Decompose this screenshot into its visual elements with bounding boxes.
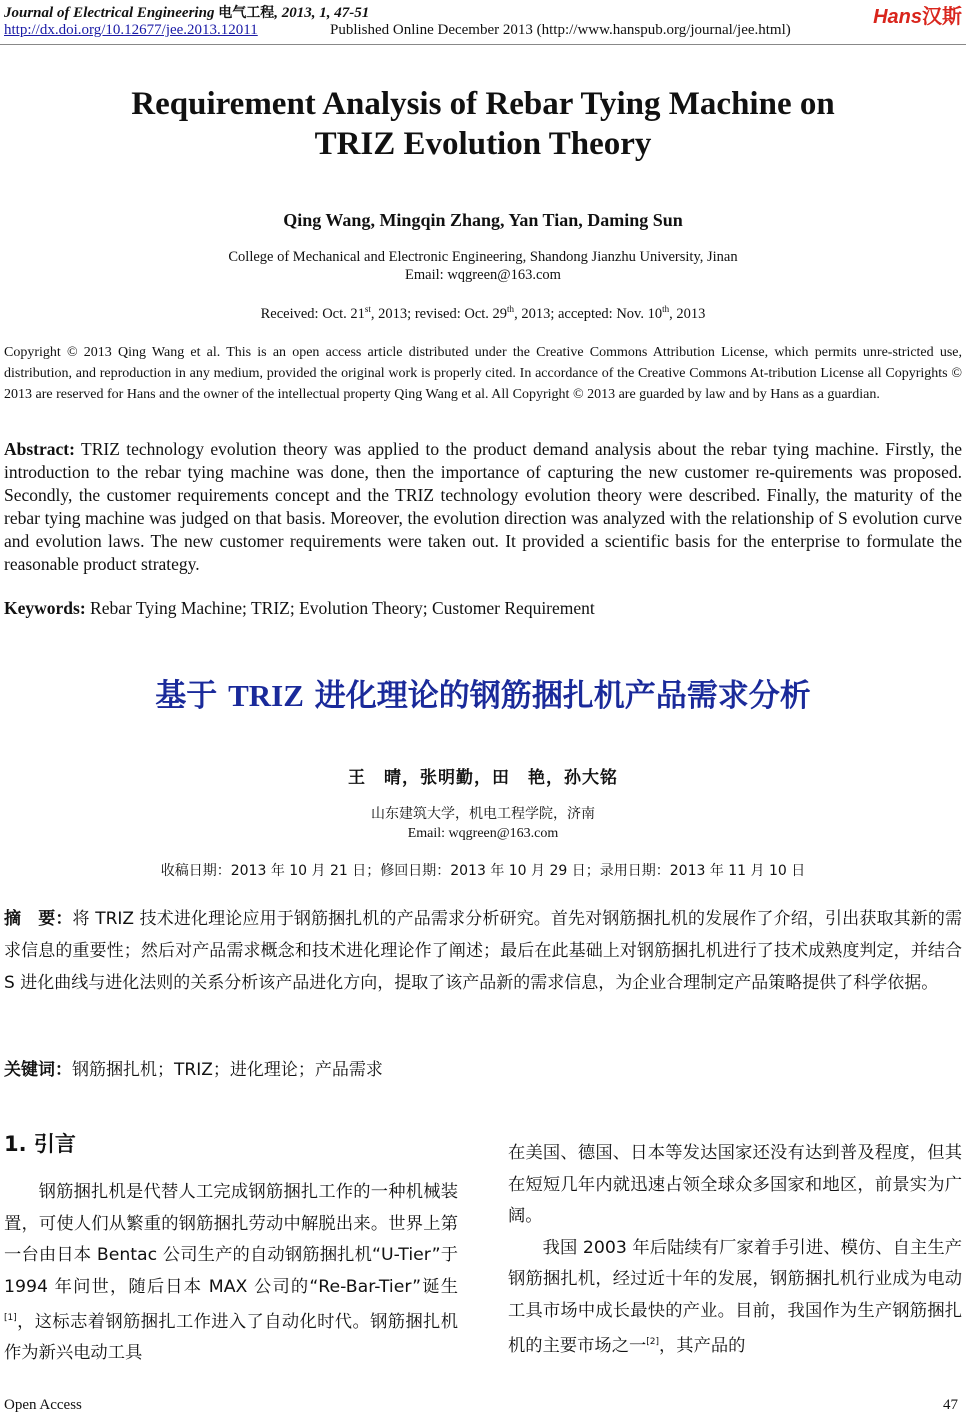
affiliation-cn	[0, 804, 966, 844]
revised-date: , 2013; revised: Oct. 29	[370, 305, 508, 322]
keywords-label-en: Keywords:	[4, 598, 86, 618]
received-date: Received: Oct. 21	[260, 305, 365, 322]
journal-volume: , 2013, 1, 47-51	[274, 5, 370, 21]
title-cn-post: 进化理论的钢筋捆扎机产品需求分析	[303, 678, 811, 714]
footer-open-access: Open Access	[4, 1397, 82, 1413]
paper-title-en	[0, 84, 966, 164]
dates-end: , 2013	[669, 305, 706, 322]
email-en: Email: wqgreen@163.com	[405, 267, 561, 283]
logo-text-en: Hans	[873, 6, 922, 28]
revised-sup: th	[507, 304, 515, 314]
journal-name: Journal of Electrical Engineering	[4, 5, 215, 21]
right-paragraph-2a: 我国 2003 年后陆续有厂家着手引进、模仿、自主生产钢筋捆扎机，经过近十年的发展，钢筋捆扎机行业成为电动工具市场中成长最快的产业。目前，我国作为生产钢筋捆扎机的主要市场之一	[508, 1237, 962, 1356]
dates-cn: 收稿日期：2013 年 10 月 21 日；修回日期：2013 年 10 月 29 日；录用日期：2013 年 11 月 10 日	[160, 863, 806, 879]
affiliation-cn-text: 山东建筑大学，机电工程学院，济南	[371, 806, 595, 822]
doi-link[interactable]: http://dx.doi.org/10.12677/jee.2013.12011	[4, 22, 258, 38]
abstract-label-cn: 摘 要：	[4, 909, 73, 929]
authors-en: Qing Wang, Mingqin Zhang, Yan Tian, Daming Sun	[283, 210, 683, 230]
journal-name-cn: 电气工程	[218, 5, 275, 21]
body-column-left	[4, 1177, 458, 1370]
section-heading: 1. 引言	[4, 1132, 76, 1156]
logo-text-cn: 汉斯	[922, 4, 962, 28]
keywords-label-cn: 关键词：	[4, 1060, 72, 1080]
citation-ref-2[interactable]: [2]	[646, 1337, 660, 1347]
accepted-date: , 2013; accepted: Nov. 10	[514, 305, 663, 322]
left-paragraph-b: ，这标志着钢筋捆扎工作进入了自动化时代。钢筋捆扎机作为新兴电动工具	[4, 1311, 458, 1364]
copyright-notice: Copyright © 2013 Qing Wang et al. This is an open access article distributed under the Creative Commons Attribution License, which permits unre-stricted use, distribution, and reproduction in any medium, provided the original work is properly cited. In accordance of the Creative Commons At-tribution License all Copyrights © 2013 are reserved for Hans and the owner of the intellectual property Qing Wang et al. All Copyright © 2013 are guarded by law and by Hans as a guardian.	[4, 345, 962, 402]
header-divider	[0, 44, 966, 45]
abstract-text-en: TRIZ technology evolution theory was applied to the product demand analysis about the rebar tying machine. Firstly, the introduction to the rebar tying machine was done, then the importance of capturing the new customer re-quirements was proposed. Secondly, the customer requirements concept and the TRIZ technology evolution theory were described. Finally, the maturity of the rebar tying machine was judged on that basis. Moreover, the evolution direction was analyzed with the relationship of S evolution curve and evolution laws. The new customer requirements were taken out. It provided a scientific basis for the enterprise to formulate the reasonable product strategy.	[4, 439, 962, 574]
title-cn-pre: 基于	[155, 678, 229, 714]
right-paragraph-2b: ，其产品的	[659, 1335, 746, 1356]
accepted-sup: th	[662, 304, 670, 314]
title-cn-latin: TRIZ	[228, 678, 304, 713]
citation-ref-1[interactable]: [1]	[4, 1313, 17, 1323]
received-sup: st	[364, 304, 371, 314]
abstract-en	[4, 438, 962, 576]
abstract-label-en: Abstract:	[4, 439, 75, 459]
keywords-text-cn: 钢筋捆扎机；TRIZ；进化理论；产品需求	[72, 1060, 383, 1080]
affiliation-en: College of Mechanical and Electronic Engineering, Shandong Jianzhu University, Jinan	[228, 249, 738, 265]
email-cn: Email: wqgreen@163.com	[407, 826, 559, 841]
dates-en	[0, 304, 966, 323]
title-line-1: Requirement Analysis of Rebar Tying Machine on	[131, 86, 835, 122]
keywords-cn	[4, 1055, 383, 1080]
right-paragraph-1: 在美国、德国、日本等发达国家还没有达到普及程度，但其在短短几年内就迅速占领全球众多国家和地区，前景实为广阔。	[508, 1143, 962, 1226]
title-line-2: TRIZ Evolution Theory	[314, 126, 652, 162]
published-online: Published Online December 2013 (http://www.hanspub.org/journal/jee.html)	[330, 22, 791, 38]
authors-cn: 王 晴，张明勤，田 艳，孙大铭	[348, 768, 618, 788]
body-column-right	[508, 1138, 962, 1362]
publisher-logo	[873, 0, 962, 29]
journal-citation	[4, 2, 369, 22]
paper-title-cn	[0, 670, 966, 715]
abstract-cn	[4, 903, 962, 999]
right-paragraph-2	[508, 1233, 962, 1363]
page-number: 47	[943, 1397, 958, 1413]
keywords-en	[4, 598, 595, 619]
abstract-text-cn: 将 TRIZ 技术进化理论应用于钢筋捆扎机的产品需求分析研究。首先对钢筋捆扎机的发展作了介绍，引出获取其新的需求信息的重要性；然后对产品需求概念和技术进化理论作了阐述；最后在此基础上对钢筋捆扎机进行了技术成熟度判定，并结合 S 进化曲线与进化法则的关系分析该产品进化方向，提取了该产品新的需求信息，为企业合理制定产品策略提供了科学依据。	[4, 909, 962, 993]
left-paragraph-a: 钢筋捆扎机是代替人工完成钢筋捆扎工作的一种机械装置，可使人们从繁重的钢筋捆扎劳动中解脱出来。世界上第一台由日本 Bentac 公司生产的自动钢筋捆扎机“U-Tier”于 1994 年问世，随后日本 MAX 公司的“Re-Bar-Tier”诞生	[4, 1182, 458, 1297]
keywords-text-en: Rebar Tying Machine; TRIZ; Evolution Theory; Customer Requirement	[90, 598, 595, 618]
